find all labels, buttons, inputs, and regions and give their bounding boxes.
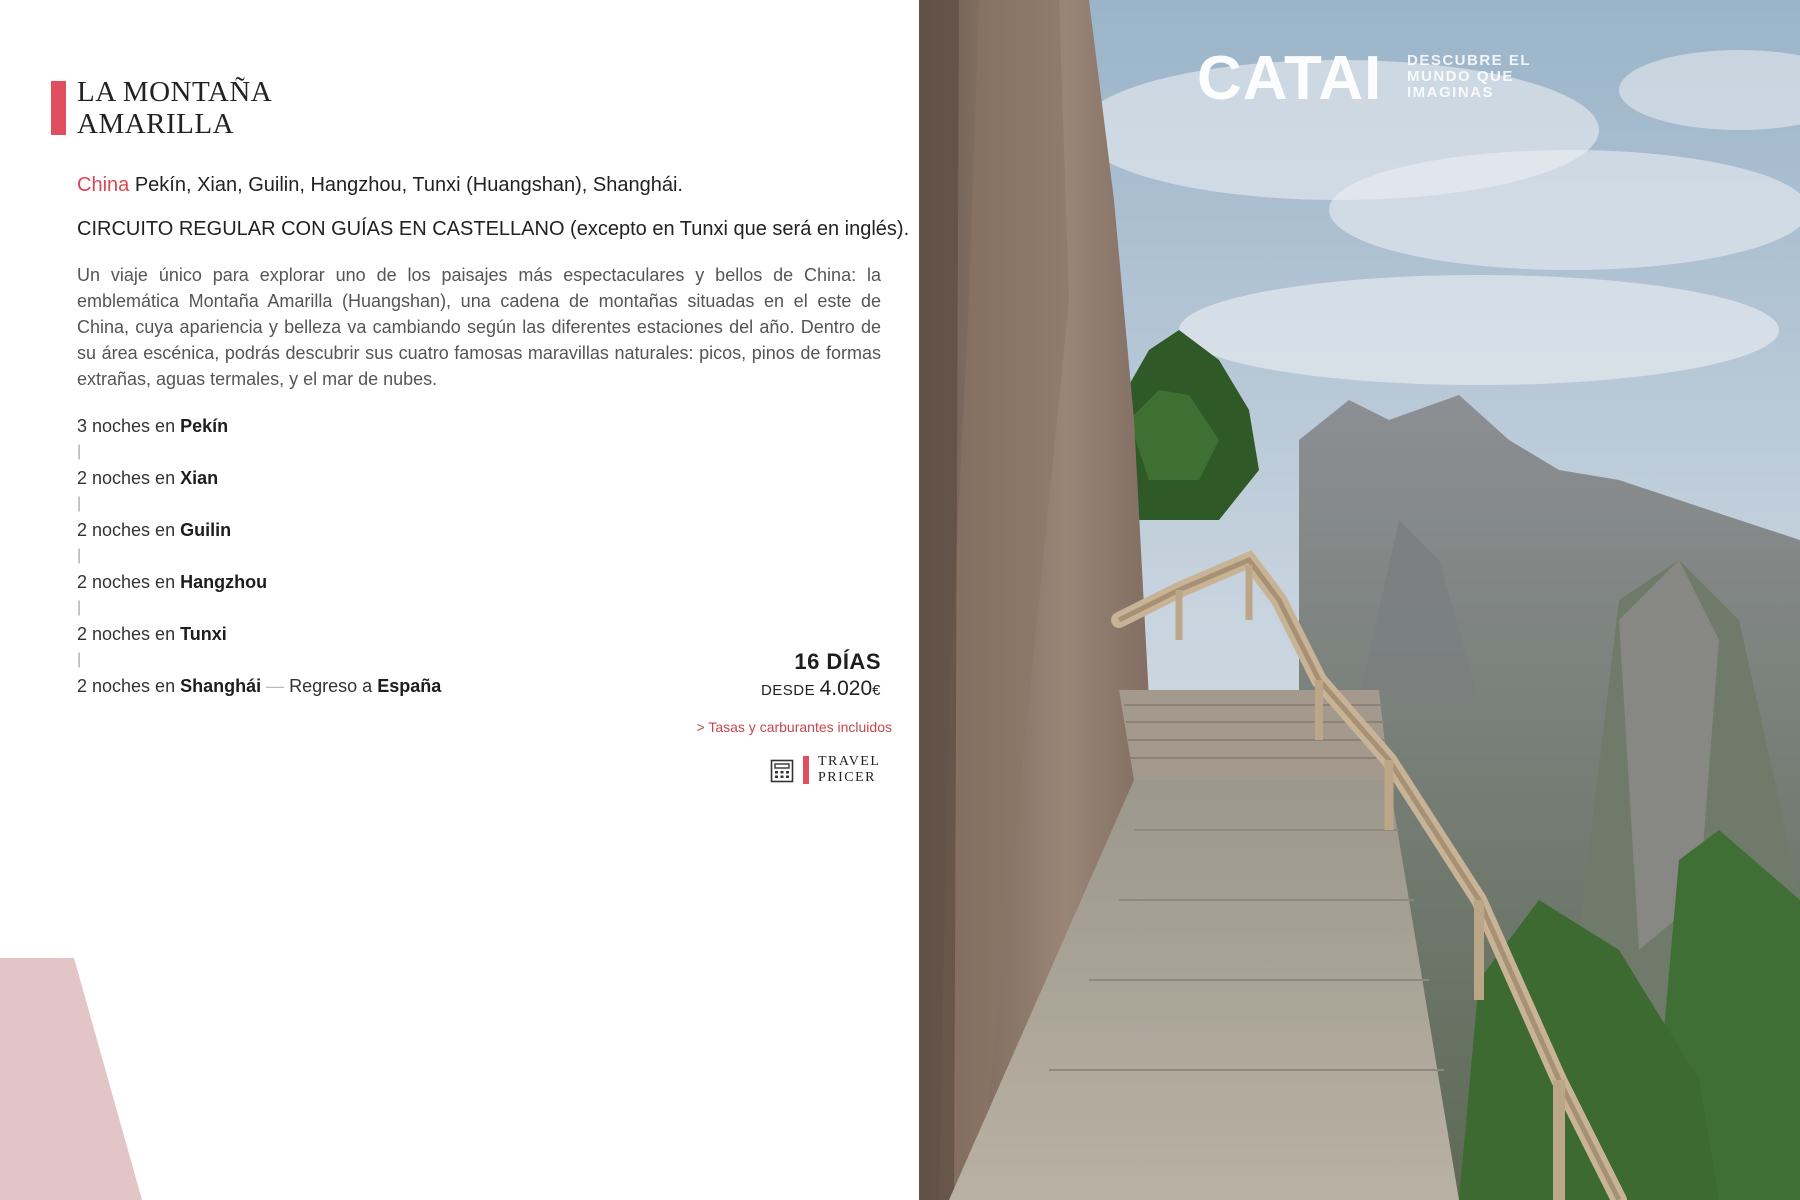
stop-city: Guilin (180, 520, 232, 540)
stop-city: Tunxi (180, 624, 227, 644)
title-accent-bar (51, 81, 66, 135)
dash: — (266, 676, 285, 696)
stop-city: Xian (180, 468, 219, 488)
price-block (600, 648, 881, 704)
destination-line (77, 174, 683, 197)
stop-city: Shanghái (180, 676, 262, 696)
stop-city: Pekín (180, 416, 229, 436)
itinerary-separator: | (77, 495, 82, 512)
itinerary-separator: | (77, 651, 82, 668)
title-line-1: LA MONTAÑA (77, 76, 273, 108)
calculator-icon (770, 759, 794, 783)
taxes-link[interactable]: > Tasas y carburantes incluidos (696, 719, 892, 735)
itinerary-separator: | (77, 547, 82, 564)
stop-nights: 2 noches en (77, 468, 176, 488)
decorative-shape (0, 958, 142, 1200)
mountain-path-photo (919, 0, 1800, 1200)
country-label: China (77, 174, 130, 196)
stop-nights: 2 noches en (77, 520, 176, 540)
trip-duration: 16 DÍAS (794, 649, 881, 674)
itinerary-stop (77, 465, 577, 491)
return-city: España (377, 676, 442, 696)
right-page-photo (919, 0, 1800, 1200)
currency: € (872, 682, 881, 699)
itinerary-separator: | (77, 599, 82, 616)
tagline-line-3: IMAGINAS (1407, 84, 1494, 101)
brand-name: CATAI (1197, 44, 1383, 113)
travel-pricer-badge (770, 754, 882, 786)
itinerary-stop-final (77, 673, 577, 699)
travel-pricer-line-2: PRICER (818, 770, 877, 785)
title-line-2: AMARILLA (77, 108, 235, 140)
stop-nights: 2 noches en (77, 624, 176, 644)
brand-tagline (1407, 53, 1531, 101)
tagline-line-1: DESCUBRE EL (1407, 52, 1532, 69)
price-row (600, 676, 881, 704)
cities-list: Pekín, Xian, Guilin, Hangzhou, Tunxi (Huangshan), Shanghái. (134, 174, 683, 196)
circuit-info: CIRCUITO REGULAR CON GUÍAS EN CASTELLANO (excepto en Tunxi que será en inglés). (77, 218, 910, 240)
itinerary-separator: | (77, 443, 82, 460)
itinerary-stop (77, 621, 577, 647)
from-label: DESDE (760, 682, 816, 699)
itinerary (77, 413, 577, 699)
travel-pricer-logo (818, 754, 880, 786)
price-amount: 4.020 (819, 677, 873, 700)
stop-nights: 2 noches en (77, 572, 176, 592)
itinerary-stop (77, 517, 577, 543)
stop-nights: 3 noches en (77, 416, 176, 436)
return-text: Regreso a (289, 676, 373, 696)
itinerary-stop (77, 413, 577, 439)
tagline-line-2: MUNDO QUE (1407, 68, 1514, 85)
stop-nights: 2 noches en (77, 676, 176, 696)
travel-pricer-accent (803, 756, 809, 784)
page-title (77, 76, 477, 140)
travel-pricer-line-1: TRAVEL (818, 754, 881, 769)
itinerary-stop (77, 569, 577, 595)
brand-logo (1197, 46, 1537, 116)
stop-city: Hangzhou (180, 572, 268, 592)
trip-description: Un viaje único para explorar uno de los paisajes más espectaculares y bellos de China: la emblemática Montaña Amarilla (Huangshan), una cadena de montañas situadas en el este de China, cuya apariencia y belleza va cambiando según las diferentes estaciones del año. Dentro de su área escénica, podrás descubrir sus cuatro famosas maravillas naturales: picos, pinos de formas extrañas, aguas termales, y el mar de nubes. (77, 265, 881, 389)
